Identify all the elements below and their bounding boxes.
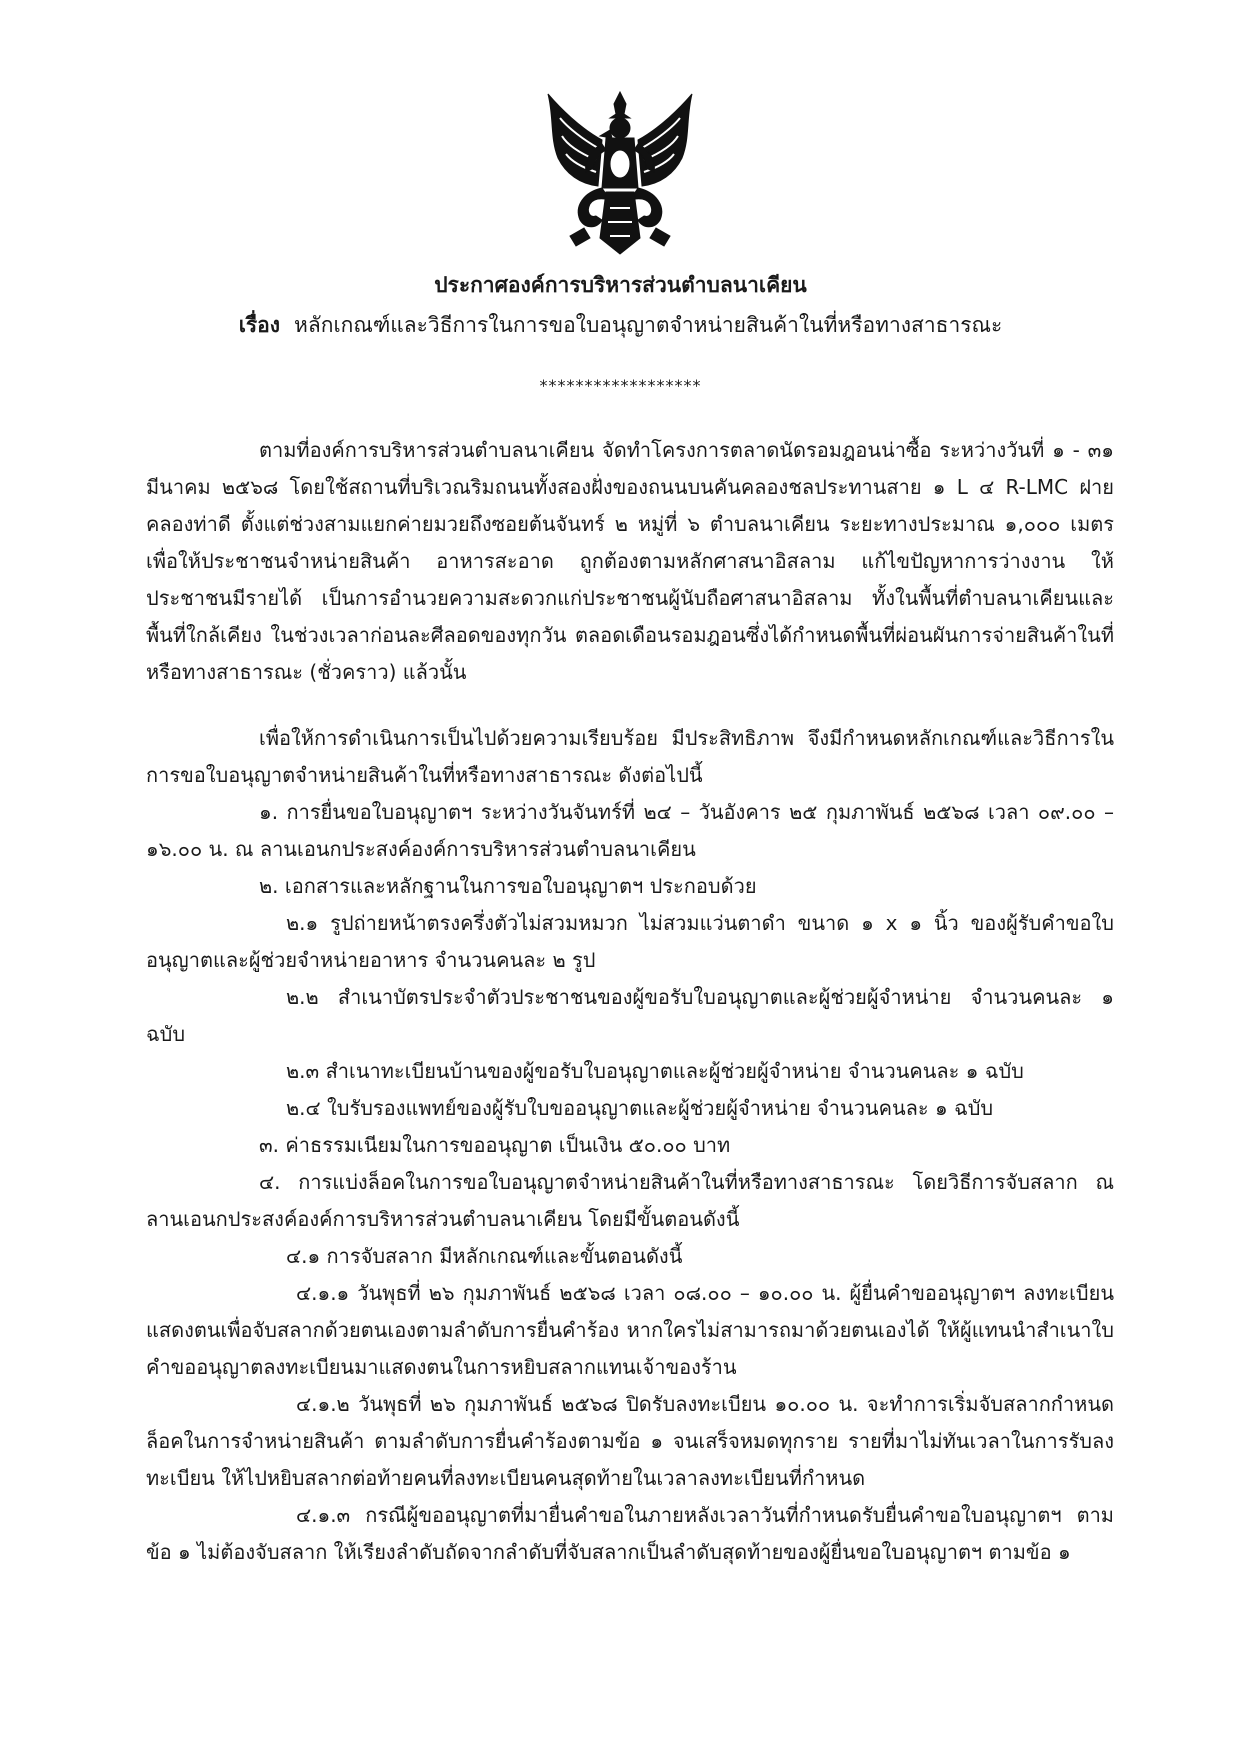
subject-label: เรื่อง xyxy=(238,313,281,337)
item-2-3: ๒.๓ สำเนาทะเบียนบ้านของผู้ขอรับใบอนุญาตและผู้ช่วยผู้จำหน่าย จำนวนคนละ ๑ ฉบับ xyxy=(286,1059,1024,1083)
item-2-4: ๒.๔ ใบรับรองแพทย์ของผู้รับใบขออนุญาตและผู้ช่วยผู้จำหน่าย จำนวนคนละ ๑ ฉบับ xyxy=(286,1096,994,1120)
paragraph-intro: ตามที่องค์การบริหารส่วนตำบลนาเคียน จัดทำโครงการตลาดนัดรอมฎอนน่าซื้อ ระหว่างวันที่ ๑ - ๓๑ มีนาคม ๒๕๖๘ โดยใช้สถานที่บริเวณริมถนนทั้งสองฝั่งของถนนบนคันคลองชลประทานสาย ๑ L ๔ R-LMC ฝายคลองท่าดี ตั้งแต่ช่วงสามแยกค่ายมวยถึงซอยต้นจันทร์ ๒ หมู่ที่ ๖ ตำบลนาเคียน ระยะทางประมาณ ๑,๐๐๐ เมตร เพื่อให้ประชาชนจำหน่ายสินค้า อาหารสะอาด ถูกต้องตามหลักศาสนาอิสลาม แก้ไขปัญหาการว่างงาน ให้ประชาชนมีรายได้ เป็นการอำนวยความสะดวกแก่ประชาชนผู้นับถือศาสนาอิสลาม ทั้งในพื้นที่ตำบลนาเคียนและพื้นที่ใกล้เคียง ในช่วงเวลาก่อนละศีลอดของทุกวัน ตลอดเดือนรอมฎอนซึ่งได้กำหนดพื้นที่ผ่อนผันการจ่ายสินค้าในที่หรือทางสาธารณะ (ชั่วคราว) แล้วนั้น xyxy=(146,438,1114,684)
item-3: ๓. ค่าธรรมเนียมในการขออนุญาต เป็นเงิน ๕๐.๐๐ บาท xyxy=(259,1133,731,1157)
item-4-1-1: ๔.๑.๑ วันพุธที่ ๒๖ กุมภาพันธ์ ๒๕๖๘ เวลา ๐๘.๐๐ – ๑๐.๐๐ น. ผู้ยื่นคำขออนุญาตฯ ลงทะเบียนแสดงตนเพื่อจับสลากด้วยตนเองตามลำดับการยื่นคำร้อง หากใครไม่สามารถมาด้วยตนเองได้ ให้ผู้แทนนำสำเนาใบคำขออนุญาตลงทะเบียนมาแสดงตนในการหยิบสลากแทนเจ้าของร้าน xyxy=(146,1281,1114,1379)
item-2-2: ๒.๒ สำเนาบัตรประจำตัวประชาชนของผู้ขอรับใบอนุญาตและผู้ช่วยผู้จำหน่าย จำนวนคนละ ๑ ฉบับ xyxy=(146,985,1114,1046)
item-4: ๔. การแบ่งล็อคในการขอใบอนุญาตจำหน่ายสินค้าในที่หรือทางสาธารณะ โดยวิธีการจับสลาก ณ ลานเอนกประสงค์องค์การบริหารส่วนตำบลนาเคียน โดยมีขั้นตอนดังนี้ xyxy=(146,1170,1114,1231)
subject-line xyxy=(0,310,1241,340)
item-4-1-3: ๔.๑.๓ กรณีผู้ขออนุญาตที่มายื่นคำขอในภายหลังเวลาวันที่กำหนดรับยื่นคำขอใบอนุญาตฯ ตามข้อ ๑ ไม่ต้องจับสลาก ให้เรียงลำดับถัดจากลำดับที่จับสลากเป็นลำดับสุดท้ายของผู้ยื่นขอใบอนุญาตฯ ตามข้อ ๑ xyxy=(146,1503,1114,1564)
item-4-1-2: ๔.๑.๒ วันพุธที่ ๒๖ กุมภาพันธ์ ๒๕๖๘ ปิดรับลงทะเบียน ๑๐.๐๐ น. จะทำการเริ่มจับสลากกำหนดล็อคในการจำหน่ายสินค้า ตามลำดับการยื่นคำร้องตามข้อ ๑ จนเสร็จหมดทุกราย รายที่มาไม่ทันเวลาในการรับลงทะเบียน ให้ไปหยิบสลากต่อท้ายคนที่ลงทะเบียนคนสุดท้ายในเวลาลงทะเบียนที่กำหนด xyxy=(146,1392,1114,1490)
garuda-emblem-icon xyxy=(540,88,700,258)
announcement-title: ประกาศองค์การบริหารส่วนตำบลนาเคียน xyxy=(434,273,807,297)
item-2: ๒. เอกสารและหลักฐานในการขอใบอนุญาตฯ ประกอบด้วย xyxy=(259,874,757,898)
separator: ****************** xyxy=(539,376,702,395)
subject-text: หลักเกณฑ์และวิธีการในการขอใบอนุญาตจำหน่ายสินค้าในที่หรือทางสาธารณะ xyxy=(294,313,1003,337)
item-2-1: ๒.๑ รูปถ่ายหน้าตรงครึ่งตัวไม่สวมหมวก ไม่สวมแว่นตาดำ ขนาด ๑ x ๑ นิ้ว ของผู้รับคำขอใบอนุญาตและผู้ช่วยจำหน่ายอาหาร จำนวนคนละ ๒ รูป xyxy=(146,911,1114,972)
paragraph-purpose: เพื่อให้การดำเนินการเป็นไปด้วยความเรียบร้อย มีประสิทธิภาพ จึงมีกำหนดหลักเกณฑ์และวิธีการในการขอใบอนุญาตจำหน่ายสินค้าในที่หรือทางสาธารณะ ดังต่อไปนี้ xyxy=(146,726,1114,787)
item-1: ๑. การยื่นขอใบอนุญาตฯ ระหว่างวันจันทร์ที่ ๒๔ – วันอังคาร ๒๕ กุมภาพันธ์ ๒๕๖๘ เวลา ๐๙.๐๐ – ๑๖.๐๐ น. ณ ลานเอนกประสงค์องค์การบริหารส่วนตำบลนาเคียน xyxy=(146,800,1114,861)
item-4-1: ๔.๑ การจับสลาก มีหลักเกณฑ์และขั้นตอนดังนี้ xyxy=(286,1244,683,1268)
